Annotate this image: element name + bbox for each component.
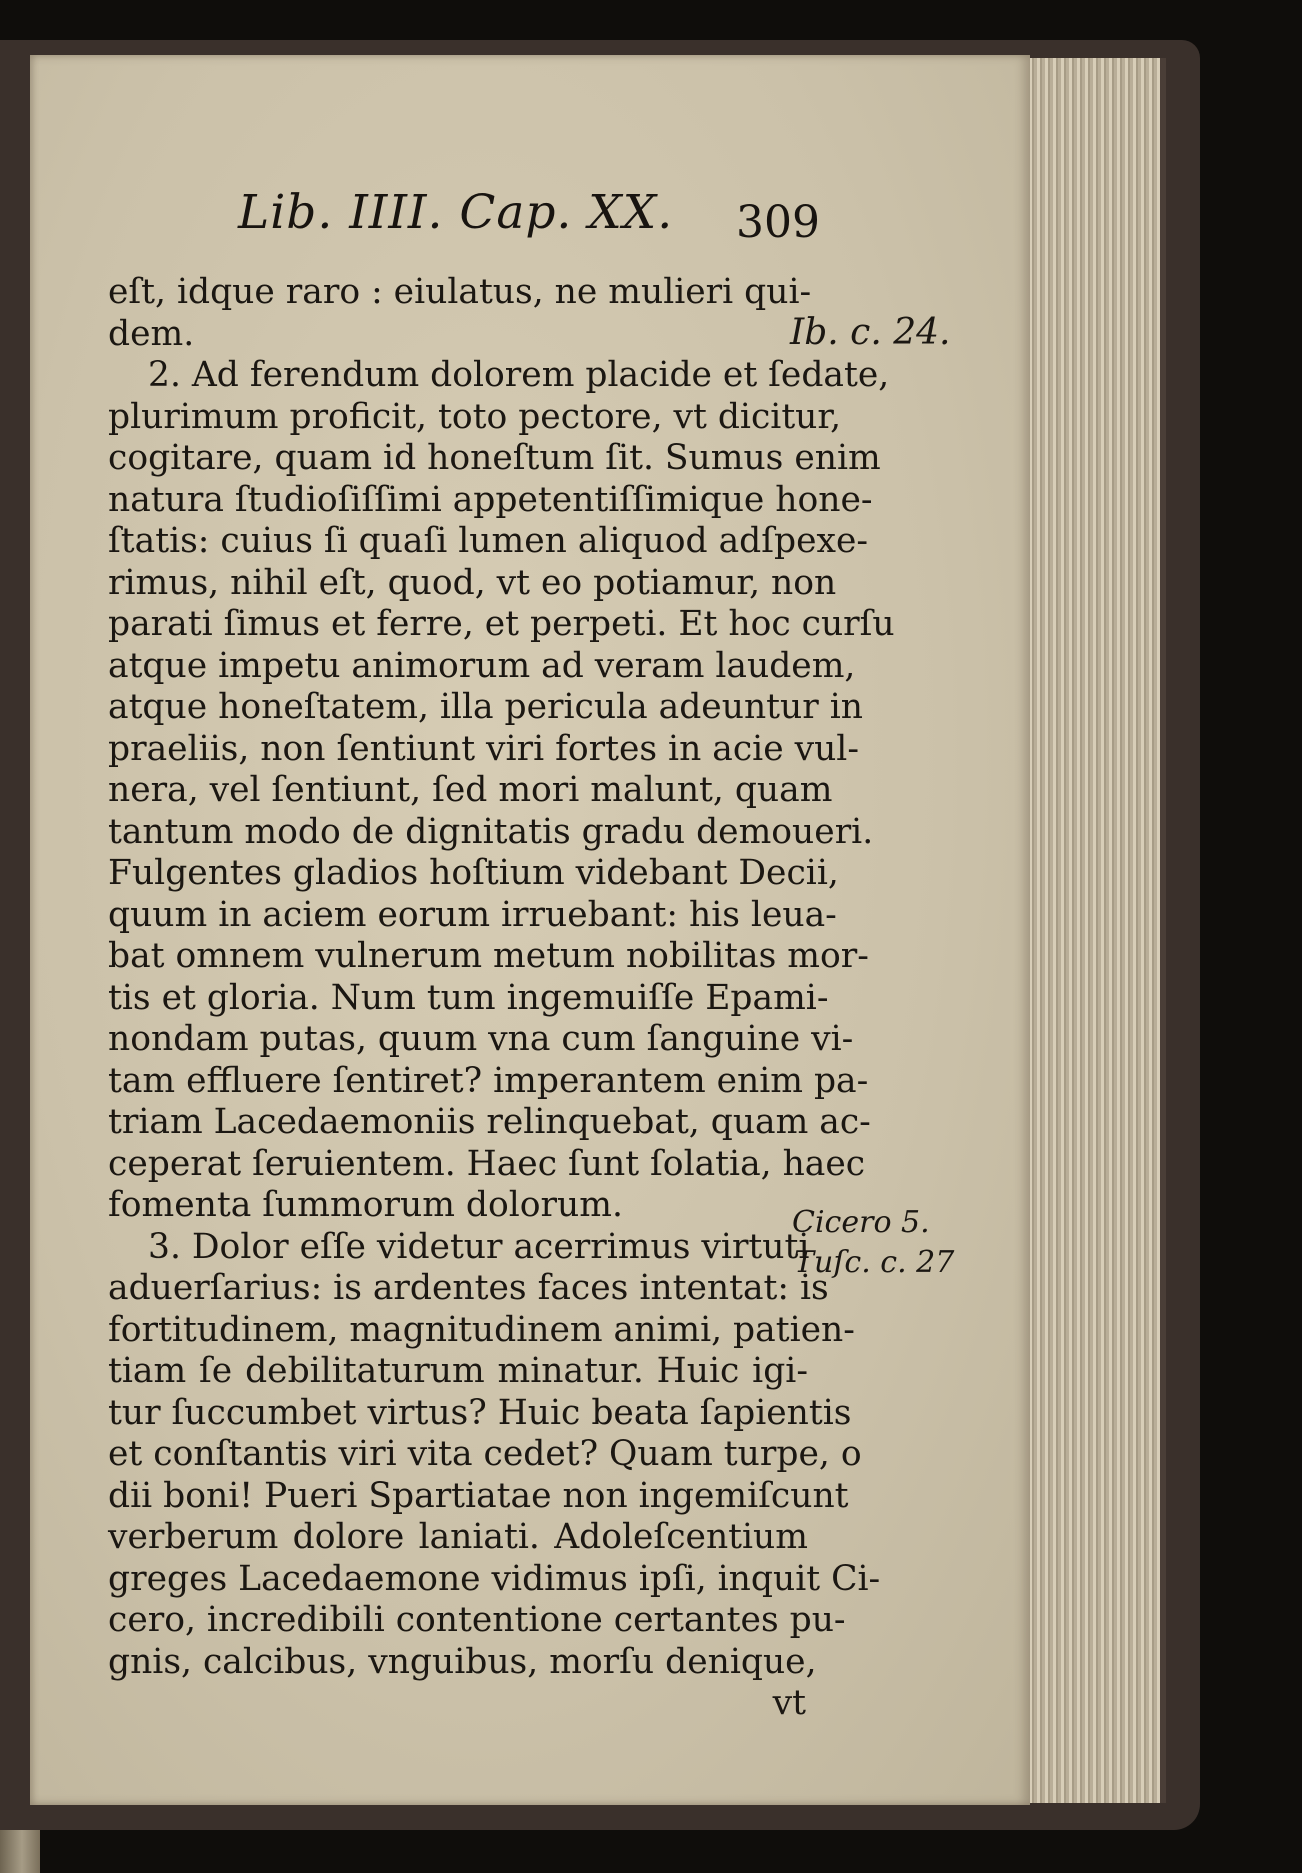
catchword: vt [772, 1683, 806, 1723]
text-line: fomenta ſummorum dolorum. [108, 1185, 623, 1225]
text-line: Fulgentes gladios hoſtium videbant Decii, [108, 853, 839, 893]
text-line: tam effluere ſentiret? imperantem enim pa- [108, 1060, 869, 1101]
text-line: nondam putas, quum vna cum ſanguine vi- [108, 1019, 854, 1059]
text-line: atque impetu animorum ad veram laudem, [108, 645, 856, 686]
text-line: tis et gloria. Num tum ingemuiſſe Epami- [108, 977, 829, 1018]
text-line: natura ſtudioſiſſimi appetentiſſimique hone- [108, 479, 873, 520]
text-line: plurimum proficit, toto pectore, vt dicitur, [108, 396, 842, 437]
text-line: tiam ſe debilitaturum minatur. Huic igi- [108, 1351, 808, 1391]
margin-note-reference: Cicero 5. [792, 1205, 930, 1240]
running-head: Lib. IIII. Cap. XX. [238, 185, 674, 240]
margin-note-reference: Ib. c. 24. [790, 312, 951, 353]
text-line: parati ſimus et ferre, et perpeti. Et hoc curſu [108, 604, 895, 644]
text-line: nera, vel ſentiunt, ſed mori malunt, quam [108, 770, 833, 810]
text-line: tur ſuccumbet virtus? Huic beata ſapientis [108, 1392, 852, 1433]
page-number: 309 [736, 197, 820, 248]
text-line: verberum dolore laniati. Adoleſcentium [108, 1517, 808, 1557]
text-line: rimus, nihil eſt, quod, vt eo potiamur, non [108, 562, 837, 603]
text-line: praeliis, non ſentiunt viri fortes in acie vul- [108, 728, 859, 769]
text-line: dii boni! Pueri Spartiatae non ingemiſcunt [108, 1475, 849, 1516]
text-line: atque honeſtatem, illa pericula adeuntur in [108, 687, 863, 727]
page-header [108, 145, 820, 248]
text-line: eſt, idque raro : eiulatus, ne mulieri qui- [108, 272, 812, 312]
text-line: cero, incredibili contentione certantes pu- [108, 1600, 846, 1640]
text-line: greges Lacedaemone vidimus ipſi, inquit Ci- [108, 1558, 881, 1599]
page-edges [1010, 58, 1166, 1803]
text-line: gnis, calcibus, vnguibus, morſu denique, [108, 1641, 817, 1682]
text-line: tantum modo de dignitatis gradu demoueri. [108, 811, 874, 852]
text-line: triam Lacedaemoniis relinquebat, quam ac- [108, 1102, 871, 1142]
text-line: quum in aciem eorum irruebant: his leua- [108, 894, 837, 935]
text-line: bat omnem vulnerum metum nobilitas mor- [108, 936, 869, 976]
text-line: ceperat ſeruientem. Haec ſunt ſolatia, haec [108, 1143, 866, 1184]
text-line: 3. Dolor eſſe videtur acerrimus virtuti [148, 1226, 810, 1267]
text-line: 2. Ad ferendum dolorem placide et ſedate, [148, 355, 890, 395]
text-line: dem. [108, 313, 195, 354]
text-line: cogitare, quam id honeſtum ſit. Sumus enim [108, 438, 881, 478]
margin-note-reference: Tuſc. c. 27 [794, 1245, 955, 1280]
text-line: fortitudinem, magnitudinem animi, patien- [108, 1309, 855, 1350]
book-page [30, 55, 1030, 1805]
text-line: aduerſarius: is ardentes faces intentat: is [108, 1268, 829, 1308]
text-line: ſtatis: cuius ſi quaſi lumen aliquod adſpexe- [108, 521, 869, 561]
text-line: et conſtantis viri vita cedet? Quam turpe, o [108, 1434, 862, 1474]
